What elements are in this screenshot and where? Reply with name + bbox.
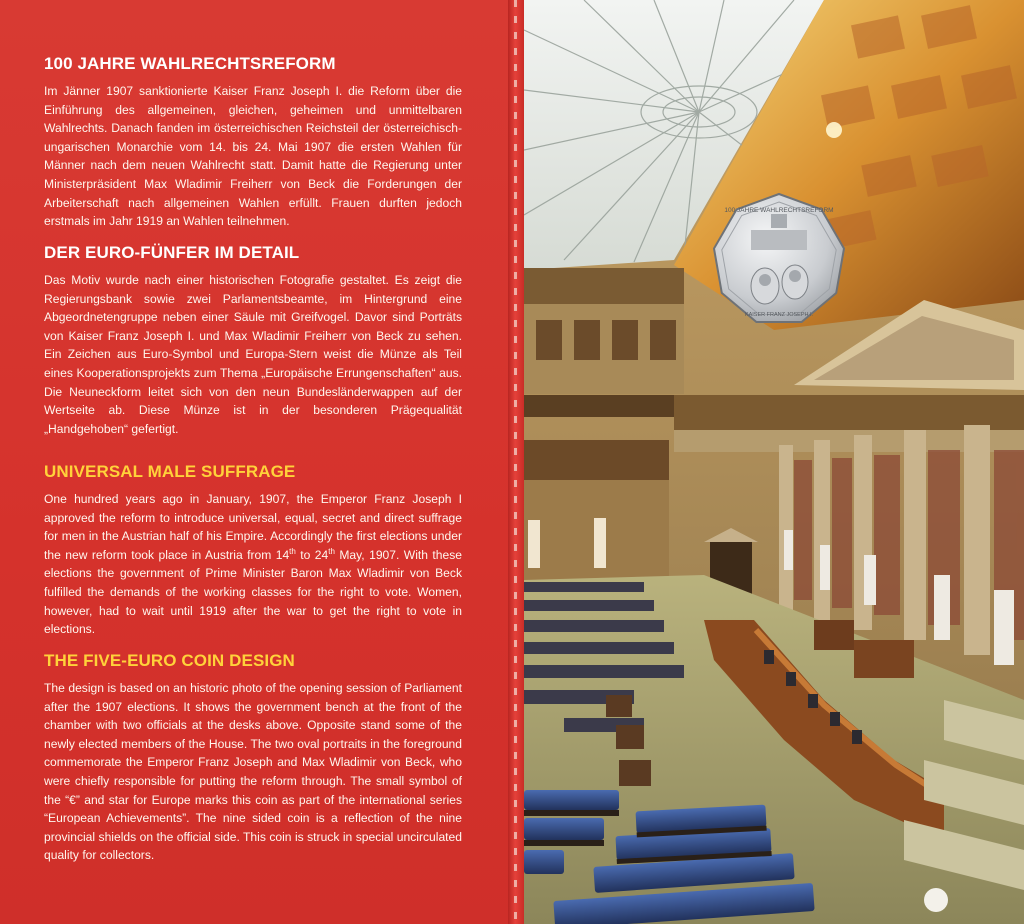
section-body [44,490,462,639]
body-part: May, 1907. With these elections the government of Prime Minister Baron Max Wladimir von Beck fulfilled the demands of the working classes for the right to vote. Women, however, had to wait until 1919 after the war to get the right to vote in elections. [44,547,462,637]
ordinal-suffix: th [289,546,296,556]
section-euro-fuenfer [44,243,462,438]
body-part: to 24 [295,547,329,562]
chamber-illustration [524,0,1024,924]
section-title: UNIVERSAL MALE SUFFRAGE [44,462,296,481]
section-wahlrechtsreform [44,54,462,231]
coin [714,194,844,322]
perforation [514,0,517,924]
parliament-chamber-photo [524,0,1024,924]
section-title: DER EURO-FÜNFER IM DETAIL [44,243,300,262]
coin-inscription-bottom: KAISER FRANZ JOSEPH I. [744,312,814,318]
section-universal-male-suffrage [44,462,462,639]
section-body: Im Jänner 1907 sanktionierte Kaiser Franz Joseph I. die Reform über die Einführung des allgemeinen, gleichen, geheimen und unmittelbaren Wahlrechts. Danach fanden im österreichischen Reichsteil der österreichisch-ungarischen Monarchie vom 14. bis 24. Mai 1907 die ersten Wahlen für Männer nach dem neuen Wahlrecht statt. Damit hatte die Regierung unter Ministerpräsident Max Wladimir Freiherr von Beck die Forderungen der Arbeiterschaft nach allgemeinen Wahlen erfüllt. Frauen durften jedoch erstmals im Jahr 1919 an Wahlen teilnehmen. [44,84,462,229]
ordinal-suffix: th [328,546,335,556]
section-five-euro-coin-design [44,651,462,865]
coin-inscription-top: 100 JAHRE WAHLRECHTSREFORM [724,207,834,214]
section-title: 100 JAHRE WAHLRECHTSREFORM [44,54,336,73]
section-title: THE FIVE-EURO COIN DESIGN [44,651,295,670]
section-body: Das Motiv wurde nach einer historischen Fotografie gestaltet. Es zeigt die Regierungsbank sowie zwei Parlamentsbeamte, im Hintergrund eine Abgeordnetengruppe neben einer Säule mit Greifvogel. Davor sind Porträts von Kaiser Franz Joseph I. und Max Wladimir Freiherr von Beck zu sehen. Ein Zeichen aus Euro-Symbol und Europa-Stern weist die Münze als Teil eines Kooperationsprojekts zum Thema „Europäische Errungenschaften“ aus. Die Neuneckform leitet sich von den neun Bundesländerwappen auf der Wertseite ab. Diese Münze ist in der besonderen Prägequalität „Handgehoben“ gefertigt. [44,273,462,436]
section-body: The design is based on an historic photo of the opening session of Parliament after the 1907 elections. It shows the government bench at the front of the chamber with two officials at the desks above. Opposite stand some of the newly elected members of the House. The two oval portraits in the foreground commemorate the Emperor Franz Joseph and Max Wladimir von Beck, who were chiefly responsible for putting the reform through. The small symbol of the “€” and star for Europe marks this coin as part of the international series “European Achievements”. The nine sided coin is a reflection of the nine provincial shields on the official side. This coin is struck in special uncirculated quality for collectors. [44,681,462,863]
body-part: One hundred years ago in January, 1907, the Emperor Franz Joseph I approved the reform to introduce universal, equal, secret and direct suffrage for men in the Austrian half of his Empire. Accordingly the first elections under the new reform took place in Austria from 14 [44,492,462,562]
